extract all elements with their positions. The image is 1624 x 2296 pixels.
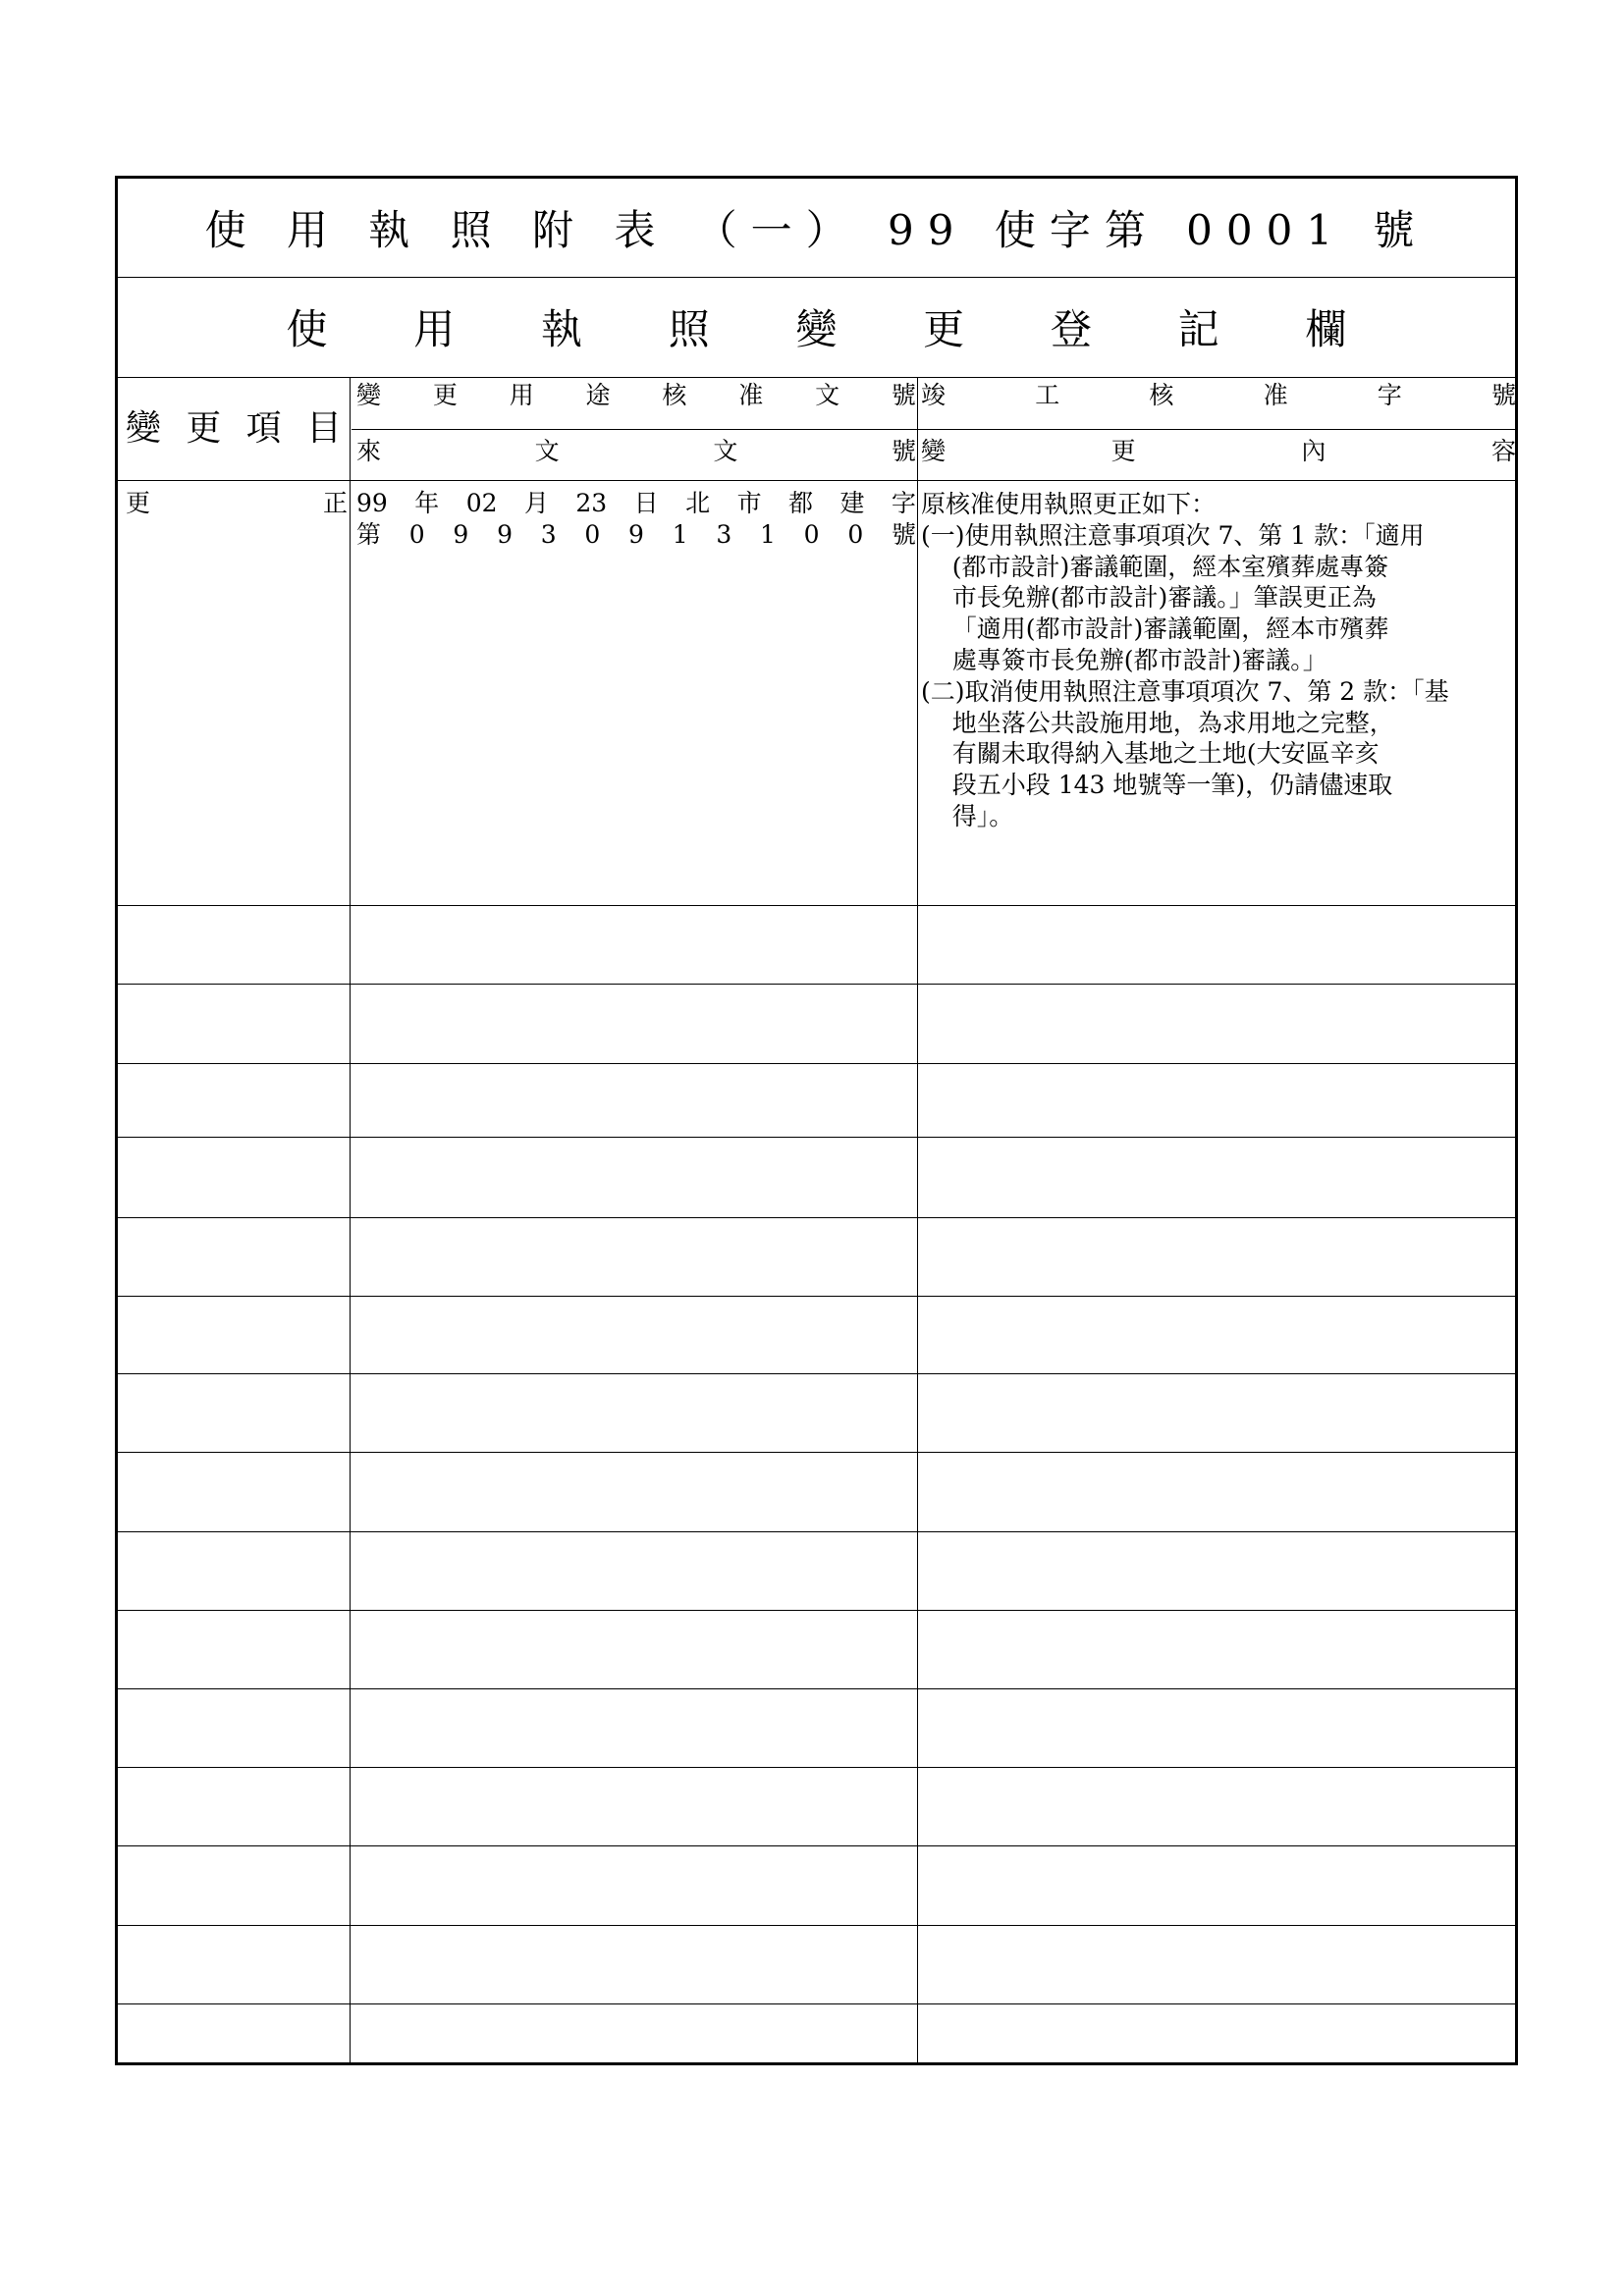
record-char: 更 xyxy=(126,489,151,517)
subtitle-char: 照 xyxy=(668,305,710,353)
content-line: 段五小段 143 地號等一筆)，仍請儘速取 xyxy=(921,771,1393,800)
divider xyxy=(352,429,1515,430)
empty-row-divider xyxy=(118,984,1515,985)
record-char: 3 xyxy=(716,520,732,549)
record-char: 號 xyxy=(891,520,916,549)
empty-row-divider xyxy=(118,1063,1515,1064)
header-char: 更 xyxy=(432,381,458,409)
header-char: 用 xyxy=(509,381,534,409)
record-char: 9 xyxy=(453,520,469,549)
header-char: 號 xyxy=(891,381,916,409)
empty-row-divider xyxy=(118,1217,1515,1218)
record-char: 3 xyxy=(540,520,557,549)
column-header-incoming-doc xyxy=(356,436,916,480)
record-char: 第 xyxy=(356,520,382,549)
empty-row-divider xyxy=(118,1925,1515,1926)
record-char: 北 xyxy=(685,489,711,517)
header-char: 來 xyxy=(356,437,382,465)
record-char: 02 xyxy=(465,489,498,517)
header-char: 准 xyxy=(1263,381,1288,409)
header-char: 內 xyxy=(1301,437,1326,465)
content-line: 地坐落公共設施用地，為求用地之完整， xyxy=(921,708,1394,737)
header-char: 文 xyxy=(815,381,840,409)
empty-row-divider xyxy=(118,1373,1515,1374)
subtitle-char: 記 xyxy=(1177,305,1219,353)
record-char: 年 xyxy=(414,489,440,517)
content-line: 有關未取得納入基地之土地(大安區辛亥 xyxy=(921,739,1380,769)
content-line: 處專簽市長免辦(都市設計)審議。」 xyxy=(921,645,1327,674)
content-line: (都市設計)審議範圍，經本室殯葬處專簽 xyxy=(921,552,1389,581)
header-char: 竣 xyxy=(921,381,947,409)
record-char: 0 xyxy=(803,520,820,549)
empty-row-divider xyxy=(118,2003,1515,2004)
column-separator xyxy=(917,377,918,2062)
column-header-change-item xyxy=(126,377,348,480)
header-char: 工 xyxy=(1035,381,1060,409)
header-char: 更 xyxy=(186,407,222,449)
record-char: 字 xyxy=(891,489,916,517)
record-char: 0 xyxy=(847,520,864,549)
empty-row-divider xyxy=(118,1296,1515,1297)
header-char: 途 xyxy=(585,381,611,409)
header-char: 核 xyxy=(662,381,687,409)
content-line: 得」。 xyxy=(921,801,1014,830)
empty-row-divider xyxy=(118,1688,1515,1689)
record-char: 月 xyxy=(523,489,549,517)
content-line: 原核准使用執照更正如下： xyxy=(921,490,1217,518)
column-header-change-content xyxy=(921,436,1516,480)
record-char: 日 xyxy=(633,489,659,517)
content-line: (二)取消使用執照注意事項項次 7、第 2 款：「基 xyxy=(921,676,1449,706)
content-line: (一)使用執照注意事項項次 7、第 1 款：「適用 xyxy=(921,520,1425,550)
header-char: 變 xyxy=(126,407,162,449)
header-char: 更 xyxy=(1110,437,1136,465)
empty-row-divider xyxy=(118,1845,1515,1846)
record-char: 1 xyxy=(672,520,688,549)
empty-row-divider xyxy=(118,1610,1515,1611)
record-char: 1 xyxy=(760,520,776,549)
record-char: 正 xyxy=(322,489,348,517)
header-char: 容 xyxy=(1490,437,1516,465)
divider xyxy=(118,905,1515,906)
empty-row-divider xyxy=(118,1531,1515,1532)
record-change-content xyxy=(921,489,1518,901)
record-char: 都 xyxy=(788,489,814,517)
record-char: 市 xyxy=(736,489,762,517)
record-char: 9 xyxy=(497,520,513,549)
header-char: 變 xyxy=(356,381,382,409)
divider xyxy=(118,480,1515,481)
record-change-item xyxy=(126,488,348,527)
form-subtitle xyxy=(118,277,1515,377)
record-char: 建 xyxy=(839,489,865,517)
header-char: 號 xyxy=(891,437,916,465)
header-char: 字 xyxy=(1377,381,1402,409)
empty-row-divider xyxy=(118,1767,1515,1768)
content-line: 「適用(都市設計)審議範圍，經本市殯葬 xyxy=(921,614,1389,644)
empty-row-divider xyxy=(118,1137,1515,1138)
subtitle-char: 執 xyxy=(540,305,582,353)
subtitle-char: 變 xyxy=(795,305,838,353)
record-char: 0 xyxy=(584,520,601,549)
subtitle-char: 登 xyxy=(1050,305,1092,353)
record-char: 23 xyxy=(575,489,608,517)
record-char: 9 xyxy=(628,520,644,549)
empty-row-divider xyxy=(118,1452,1515,1453)
content-line: 市長免辦(都市設計)審議。」筆誤更正為 xyxy=(921,583,1377,613)
column-separator xyxy=(350,377,351,2062)
header-char: 號 xyxy=(1490,381,1516,409)
form-title: 使 用 執 照 附 表 （一） 99 使字第 0001 號 xyxy=(204,206,1429,254)
column-header-completion xyxy=(921,380,1516,429)
subtitle-char: 使 xyxy=(286,305,328,353)
subtitle-char: 用 xyxy=(413,305,456,353)
header-char: 准 xyxy=(738,381,764,409)
header-char: 目 xyxy=(305,407,342,449)
header-char: 核 xyxy=(1149,381,1174,409)
subtitle-char: 更 xyxy=(923,305,965,353)
header-char: 文 xyxy=(534,437,560,465)
record-char: 0 xyxy=(408,520,425,549)
column-header-approval-doc xyxy=(356,380,916,429)
header-char: 項 xyxy=(245,407,282,449)
header-char: 文 xyxy=(713,437,738,465)
subtitle-char: 欄 xyxy=(1305,305,1347,353)
record-char: 99 xyxy=(356,489,388,517)
record-doc-number xyxy=(356,488,916,559)
header-char: 變 xyxy=(921,437,947,465)
license-appendix-form xyxy=(115,176,1518,2065)
